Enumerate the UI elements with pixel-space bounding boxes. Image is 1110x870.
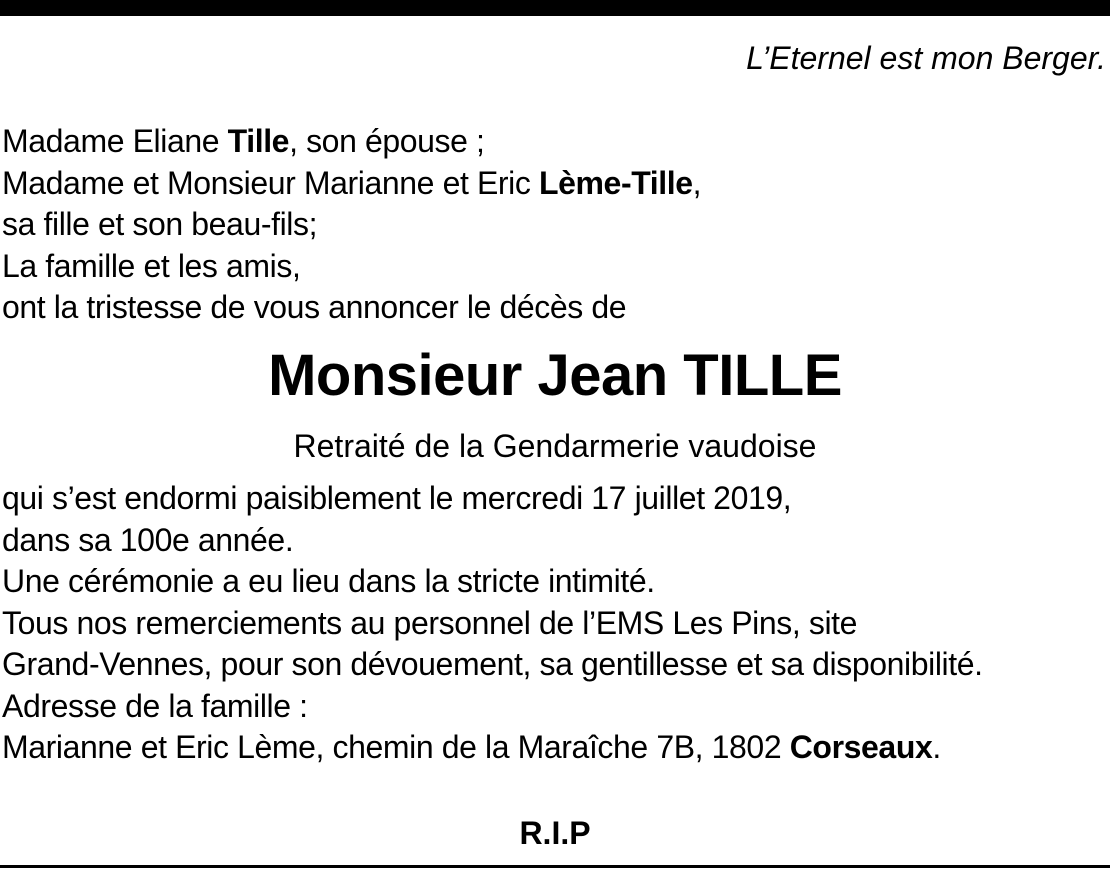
surname-bold: Lème-Tille xyxy=(538,164,693,201)
family-line-spouse: Madame Eliane Tille, son épouse ; xyxy=(2,123,485,159)
details-line-thanks: Tous nos remerciements au personnel de l’EMS Les Pins, site xyxy=(2,604,858,641)
closing-rip: R.I.P xyxy=(519,815,591,851)
family-line-daughter: Madame et Monsieur Marianne et Eric Lème-Tille, xyxy=(2,164,702,201)
details-line-address: Marianne et Eric Lème, chemin de la Maraîche 7B, 1802 Corseaux. xyxy=(2,729,941,765)
deceased-title: Retraité de la Gendarmerie vaudoise xyxy=(293,428,817,464)
motto: L’Eternel est mon Berger. xyxy=(746,40,1106,76)
family-line-relation: sa fille et son beau-fils; xyxy=(2,206,318,242)
details-line-ceremony: Une cérémonie a eu lieu dans la stricte intimité. xyxy=(2,563,655,599)
details-line-age: dans sa 100e année. xyxy=(2,521,294,558)
surname-bold: Tille xyxy=(227,123,290,159)
details-line-date: qui s’est endormi paisiblement le mercredi 17 juillet 2019, xyxy=(2,480,792,516)
deceased-name: Monsieur Jean TILLE xyxy=(268,343,842,408)
family-line-friends: La famille et les amis, xyxy=(2,247,301,284)
top-border-rule xyxy=(0,0,1110,16)
death-details xyxy=(2,478,983,769)
bottom-border-rule xyxy=(0,865,1110,868)
announcement-line: ont la tristesse de vous annoncer le décès de xyxy=(2,289,627,325)
family-announcement xyxy=(2,121,701,329)
details-line-thanks-cont: Grand-Vennes, pour son dévouement, sa gentillesse et sa disponibilité. xyxy=(2,646,983,682)
town-bold: Corseaux xyxy=(789,729,933,765)
details-line-address-label: Adresse de la famille : xyxy=(2,687,308,724)
